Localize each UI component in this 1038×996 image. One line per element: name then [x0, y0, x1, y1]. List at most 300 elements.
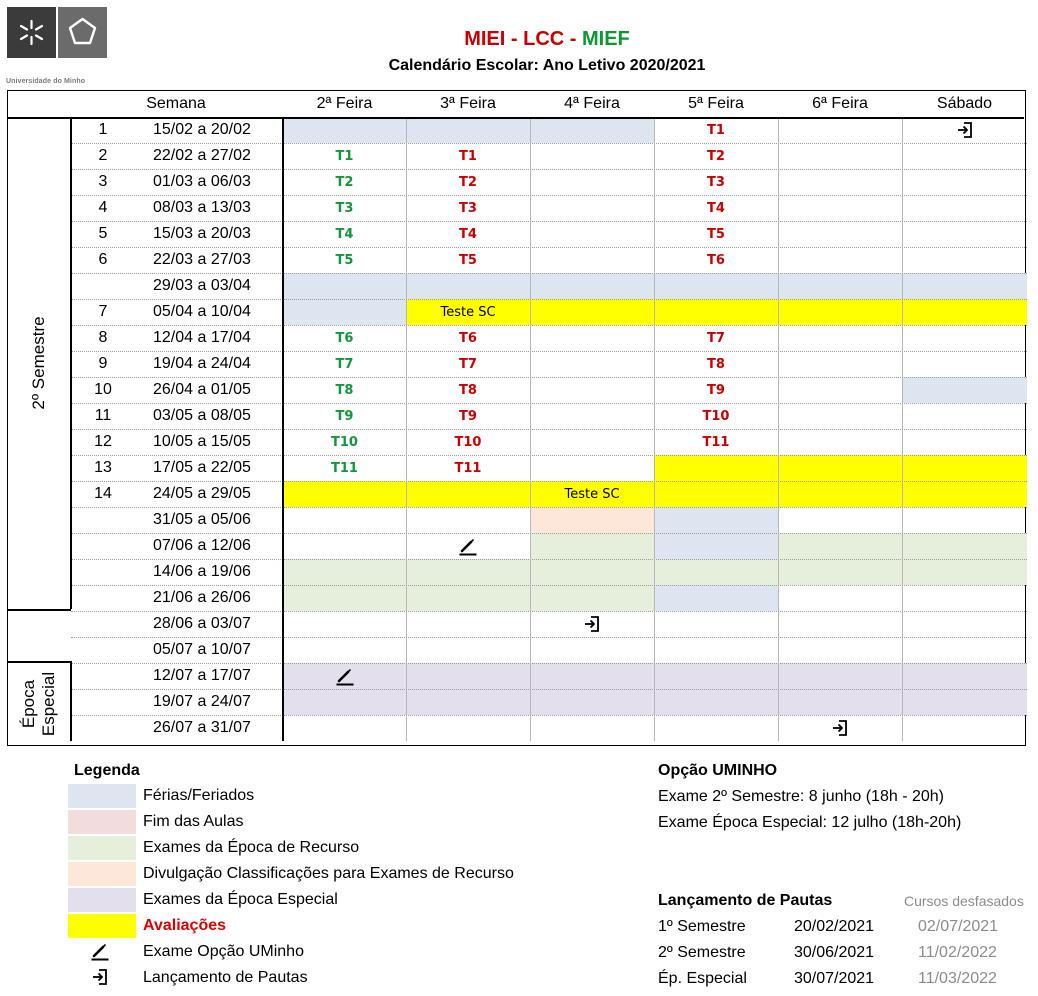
week-dates: 17/05 a 22/05 [153, 459, 251, 476]
class-label: T7 [335, 356, 354, 372]
day-cell [902, 481, 1027, 507]
pautas-date: 30/06/2021 [794, 944, 875, 961]
day-cell [778, 455, 902, 481]
class-label: T3 [707, 174, 725, 190]
day-cell [778, 611, 902, 637]
week-number: 14 [94, 485, 112, 502]
day-cell [406, 663, 530, 689]
epoca-especial-label: Época Especial [19, 671, 58, 737]
opcao-title: Opção UMINHO [658, 762, 778, 779]
day-cell [530, 481, 654, 507]
day-cell [778, 637, 902, 663]
semester-rule-h [8, 609, 71, 611]
class-label: T5 [335, 252, 354, 268]
week-dates: 10/05 a 15/05 [153, 433, 251, 450]
header-rule [8, 117, 1024, 119]
day-cell [283, 455, 406, 481]
week-dates: 01/03 a 06/03 [153, 173, 251, 190]
day-cell [283, 195, 406, 221]
week-dates: 19/07 a 24/07 [153, 693, 251, 710]
day-cell [283, 663, 406, 689]
day-cell [654, 559, 778, 585]
day-cell [406, 637, 530, 663]
day-cell [406, 195, 530, 221]
day-cell [406, 585, 530, 611]
day-cell [654, 403, 778, 429]
day-cell [654, 195, 778, 221]
class-label: T11 [331, 460, 358, 476]
day-cell [530, 221, 654, 247]
legend-label: Lançamento de Pautas [143, 969, 308, 986]
class-label: T9 [707, 382, 725, 398]
legend-swatch-divulgacao [68, 862, 136, 886]
day-cell [654, 221, 778, 247]
table-row [71, 169, 283, 195]
table-row [71, 195, 283, 221]
day-cell [654, 689, 778, 715]
day-cell [406, 429, 530, 455]
row-divider [71, 143, 1027, 144]
pautas-desf: 11/02/2022 [918, 944, 997, 961]
day-cell [406, 507, 530, 533]
day-cell [654, 585, 778, 611]
day-cell [778, 715, 902, 741]
column-divider [530, 117, 531, 741]
day-cell [778, 325, 902, 351]
week-dates: 26/04 a 01/05 [153, 381, 251, 398]
row-divider [71, 611, 1027, 612]
class-label: T10 [331, 434, 358, 450]
day-cell [406, 377, 530, 403]
day-cell [654, 117, 778, 143]
row-divider [71, 585, 1027, 586]
day-cell [902, 221, 1027, 247]
table-row [71, 117, 283, 143]
table-row [71, 429, 283, 455]
day-cell [654, 143, 778, 169]
table-row [71, 299, 283, 325]
legend-label: Exames da Época de Recurso [143, 839, 360, 856]
column-divider [902, 117, 903, 741]
day-cell [406, 351, 530, 377]
day-cell [778, 689, 902, 715]
row-divider [71, 377, 1027, 378]
desfasados-title: Cursos desfasados [904, 893, 1024, 909]
day-cell [654, 247, 778, 273]
dates-rule [282, 117, 284, 741]
day-cell [902, 429, 1027, 455]
day-cell [654, 169, 778, 195]
legend-icon-holder [90, 967, 110, 987]
day-cell [530, 611, 654, 637]
legend-label: Avaliações [143, 917, 227, 934]
week-number: 12 [94, 433, 112, 450]
day-cell [902, 247, 1027, 273]
pautas-label: 2º Semestre [658, 944, 746, 961]
class-label: T10 [702, 408, 730, 424]
day-cell [406, 117, 530, 143]
day-cell [902, 715, 1027, 741]
day-cell [654, 351, 778, 377]
pautas-desf: 11/03/2022 [918, 970, 997, 987]
day-cell [406, 559, 530, 585]
day-cell [778, 507, 902, 533]
day-cell [654, 611, 778, 637]
week-dates: 15/03 a 20/03 [153, 225, 251, 242]
class-label: T4 [707, 200, 725, 216]
class-label: T5 [459, 252, 477, 268]
day-cell [778, 169, 902, 195]
class-label: T10 [454, 434, 482, 450]
week-dates: 05/07 a 10/07 [153, 641, 251, 658]
day-cell [530, 689, 654, 715]
day-cell [902, 559, 1027, 585]
legend-icon-holder [90, 941, 110, 961]
day-cell [530, 663, 654, 689]
day-cell [778, 663, 902, 689]
row-divider [71, 559, 1027, 560]
class-label: T8 [459, 382, 477, 398]
class-label: T4 [335, 226, 354, 242]
day-cell [406, 689, 530, 715]
day-cell [406, 455, 530, 481]
class-label: T8 [335, 382, 354, 398]
legend-swatch-especial [68, 888, 136, 912]
week-dates: 03/05 a 08/05 [153, 407, 251, 424]
class-label: T1 [335, 148, 354, 164]
day-cell [902, 585, 1027, 611]
day-cell [654, 481, 778, 507]
week-dates: 26/07 a 31/07 [153, 719, 251, 736]
day-cell [902, 299, 1027, 325]
page-subtitle: Calendário Escolar: Ano Letivo 2020/2021 [388, 57, 706, 74]
day-cell [406, 533, 530, 559]
week-dates: 24/05 a 29/05 [153, 485, 251, 502]
row-divider [71, 325, 1027, 326]
day-cell [654, 429, 778, 455]
row-divider [71, 637, 1027, 638]
table-row [71, 715, 283, 741]
day-cell [530, 715, 654, 741]
class-label: T9 [335, 408, 354, 424]
day-cell [406, 273, 530, 299]
pautas-label: 1º Semestre [658, 918, 746, 935]
table-row [71, 559, 283, 585]
header-semana: Semana [146, 95, 206, 112]
day-cell [283, 429, 406, 455]
table-row [71, 325, 283, 351]
day-cell [902, 637, 1027, 663]
day-cell [530, 377, 654, 403]
pautas-date: 30/07/2021 [794, 970, 875, 987]
row-divider [71, 507, 1027, 508]
sign-in-icon [582, 614, 602, 634]
day-cell [654, 533, 778, 559]
row-divider [71, 533, 1027, 534]
week-dates: 19/04 a 24/04 [153, 355, 251, 372]
day-cell [406, 169, 530, 195]
day-cell [283, 169, 406, 195]
day-cell [530, 273, 654, 299]
day-cell [406, 481, 530, 507]
week-dates: 15/02 a 20/02 [153, 121, 251, 138]
day-cell [283, 533, 406, 559]
pen-icon [90, 941, 110, 961]
day-cell [406, 715, 530, 741]
row-divider [71, 169, 1027, 170]
week-number: 5 [98, 225, 108, 242]
especial-rule-top [8, 661, 71, 663]
class-label: T4 [459, 226, 477, 242]
day-cell [530, 299, 654, 325]
day-cell [283, 247, 406, 273]
header-day-5: 6ª Feira [812, 95, 868, 112]
row-divider [71, 247, 1027, 248]
week-dates: 05/04 a 10/04 [153, 303, 251, 320]
day-cell [902, 169, 1027, 195]
pen-icon [458, 536, 478, 556]
opcao-line-2: Exame Época Especial: 12 julho (18h-20h) [658, 814, 962, 831]
day-cell [406, 325, 530, 351]
table-row [71, 455, 283, 481]
class-label: T7 [459, 356, 477, 372]
week-number: 8 [98, 329, 108, 346]
class-label: T11 [702, 434, 730, 450]
day-cell [530, 143, 654, 169]
opcao-line-1: Exame 2º Semestre: 8 junho (18h - 20h) [658, 788, 944, 805]
legend-label: Divulgação Classificações para Exames de Recurso [143, 865, 514, 882]
day-cell [654, 377, 778, 403]
day-cell [902, 611, 1027, 637]
row-divider [71, 221, 1027, 222]
week-dates: 29/03 a 03/04 [153, 277, 251, 294]
day-cell [654, 273, 778, 299]
header-day-6: Sábado [936, 95, 993, 112]
table-row [71, 247, 283, 273]
day-cell [778, 351, 902, 377]
week-dates: 22/02 a 27/02 [153, 147, 251, 164]
evaluation-label: Teste SC [440, 304, 496, 320]
day-cell [778, 403, 902, 429]
day-cell [530, 533, 654, 559]
day-cell [902, 143, 1027, 169]
day-cell [530, 117, 654, 143]
table-row [71, 663, 283, 689]
day-cell [283, 143, 406, 169]
especial-rule-v [70, 661, 72, 741]
legend-label: Férias/Feriados [143, 787, 255, 804]
day-cell [283, 221, 406, 247]
day-cell [530, 169, 654, 195]
sign-in-icon [955, 120, 975, 140]
day-cell [902, 273, 1027, 299]
day-cell [530, 429, 654, 455]
pautas-title: Lançamento de Pautas [658, 892, 833, 909]
week-dates: 21/06 a 26/06 [153, 589, 251, 606]
week-number: 4 [98, 199, 108, 216]
day-cell [406, 143, 530, 169]
class-label: T6 [707, 252, 725, 268]
day-cell [530, 507, 654, 533]
legend-swatch-avaliacoes [68, 914, 136, 938]
day-cell [778, 273, 902, 299]
day-cell [283, 377, 406, 403]
day-cell [902, 533, 1027, 559]
pautas-desf: 02/07/2021 [918, 918, 999, 935]
row-divider [71, 663, 1027, 664]
legend-swatch-ferias [68, 784, 136, 808]
week-number: 11 [94, 407, 112, 424]
day-cell [902, 689, 1027, 715]
sign-in-icon [90, 967, 110, 987]
class-label: T1 [459, 148, 477, 164]
week-number: 7 [98, 303, 108, 320]
day-cell [283, 689, 406, 715]
table-row [71, 585, 283, 611]
row-divider [71, 403, 1027, 404]
page-title: MIEI - LCC - MIEF [464, 28, 630, 50]
week-number: 9 [98, 355, 108, 372]
day-cell [778, 299, 902, 325]
day-cell [902, 455, 1027, 481]
class-label: T6 [459, 330, 477, 346]
class-label: T2 [335, 174, 354, 190]
legend-title: Legenda [74, 762, 140, 779]
evaluation-label: Teste SC [564, 486, 620, 502]
day-cell [530, 403, 654, 429]
day-cell [530, 195, 654, 221]
day-cell [406, 247, 530, 273]
day-cell [902, 351, 1027, 377]
day-cell [283, 273, 406, 299]
day-cell [283, 325, 406, 351]
day-cell [654, 507, 778, 533]
row-divider [71, 429, 1027, 430]
day-cell [778, 533, 902, 559]
row-divider [71, 689, 1027, 690]
day-cell [283, 507, 406, 533]
day-cell [406, 221, 530, 247]
day-cell [530, 559, 654, 585]
day-cell [530, 325, 654, 351]
day-cell [283, 637, 406, 663]
row-divider [71, 715, 1027, 716]
day-cell [654, 455, 778, 481]
class-label: T3 [335, 200, 354, 216]
week-number: 1 [98, 121, 108, 138]
table-row [71, 351, 283, 377]
day-cell [654, 325, 778, 351]
day-cell [283, 117, 406, 143]
column-divider [778, 117, 779, 741]
day-cell [530, 247, 654, 273]
row-divider [71, 195, 1027, 196]
day-cell [283, 559, 406, 585]
week-dates: 07/06 a 12/06 [153, 537, 251, 554]
day-cell [530, 455, 654, 481]
table-row [71, 637, 283, 663]
week-number: 2 [98, 147, 108, 164]
day-cell [283, 403, 406, 429]
header-day-1: 2ª Feira [316, 95, 373, 112]
day-cell [654, 299, 778, 325]
day-cell [654, 715, 778, 741]
class-label: T8 [707, 356, 725, 372]
day-cell [406, 403, 530, 429]
day-cell [778, 585, 902, 611]
day-cell [530, 637, 654, 663]
day-cell [283, 299, 406, 325]
sign-in-icon [830, 718, 850, 738]
day-cell [778, 117, 902, 143]
legend-label: Exames da Época Especial [143, 891, 338, 908]
day-cell [406, 299, 530, 325]
university-name: Universidade do Minho [6, 78, 86, 85]
day-cell [902, 377, 1027, 403]
day-cell [654, 663, 778, 689]
calendar-table [7, 90, 1026, 746]
week-dates: 12/04 a 17/04 [153, 329, 251, 346]
day-cell [654, 637, 778, 663]
class-label: T6 [335, 330, 354, 346]
day-cell [778, 247, 902, 273]
legend-label: Fim das Aulas [143, 813, 244, 830]
row-divider [71, 299, 1027, 300]
day-cell [283, 611, 406, 637]
day-cell [778, 377, 902, 403]
class-label: T11 [454, 460, 482, 476]
day-cell [902, 117, 1027, 143]
day-cell [283, 585, 406, 611]
legend-swatch-fim_aulas [68, 810, 136, 834]
week-number: 13 [94, 459, 112, 476]
semester-label: 2º Semestre [29, 316, 48, 410]
week-dates: 28/06 a 03/07 [153, 615, 251, 632]
header-day-4: 5ª Feira [688, 95, 744, 112]
week-dates: 14/06 a 19/06 [153, 563, 251, 580]
week-dates: 12/07 a 17/07 [153, 667, 251, 684]
week-dates: 22/03 a 27/03 [153, 251, 251, 268]
row-divider [71, 351, 1027, 352]
day-cell [283, 715, 406, 741]
class-label: T1 [707, 122, 725, 138]
class-label: T9 [459, 408, 477, 424]
pautas-label: Ép. Especial [658, 970, 747, 987]
table-row [71, 143, 283, 169]
day-cell [902, 507, 1027, 533]
table-row [71, 273, 283, 299]
day-cell [283, 481, 406, 507]
row-divider [71, 273, 1027, 274]
table-row [71, 533, 283, 559]
legend-swatch-recurso [68, 836, 136, 860]
day-cell [778, 143, 902, 169]
week-number: 10 [94, 381, 112, 398]
day-cell [902, 403, 1027, 429]
day-cell [902, 195, 1027, 221]
pautas-date: 20/02/2021 [794, 918, 875, 935]
table-row [71, 611, 283, 637]
column-divider [406, 117, 407, 741]
header-day-2: 3ª Feira [440, 95, 496, 112]
table-row [71, 507, 283, 533]
day-cell [778, 221, 902, 247]
week-dates: 08/03 a 13/03 [153, 199, 251, 216]
row-divider [71, 455, 1027, 456]
day-cell [530, 585, 654, 611]
class-label: T2 [459, 174, 477, 190]
row-divider [71, 481, 1027, 482]
